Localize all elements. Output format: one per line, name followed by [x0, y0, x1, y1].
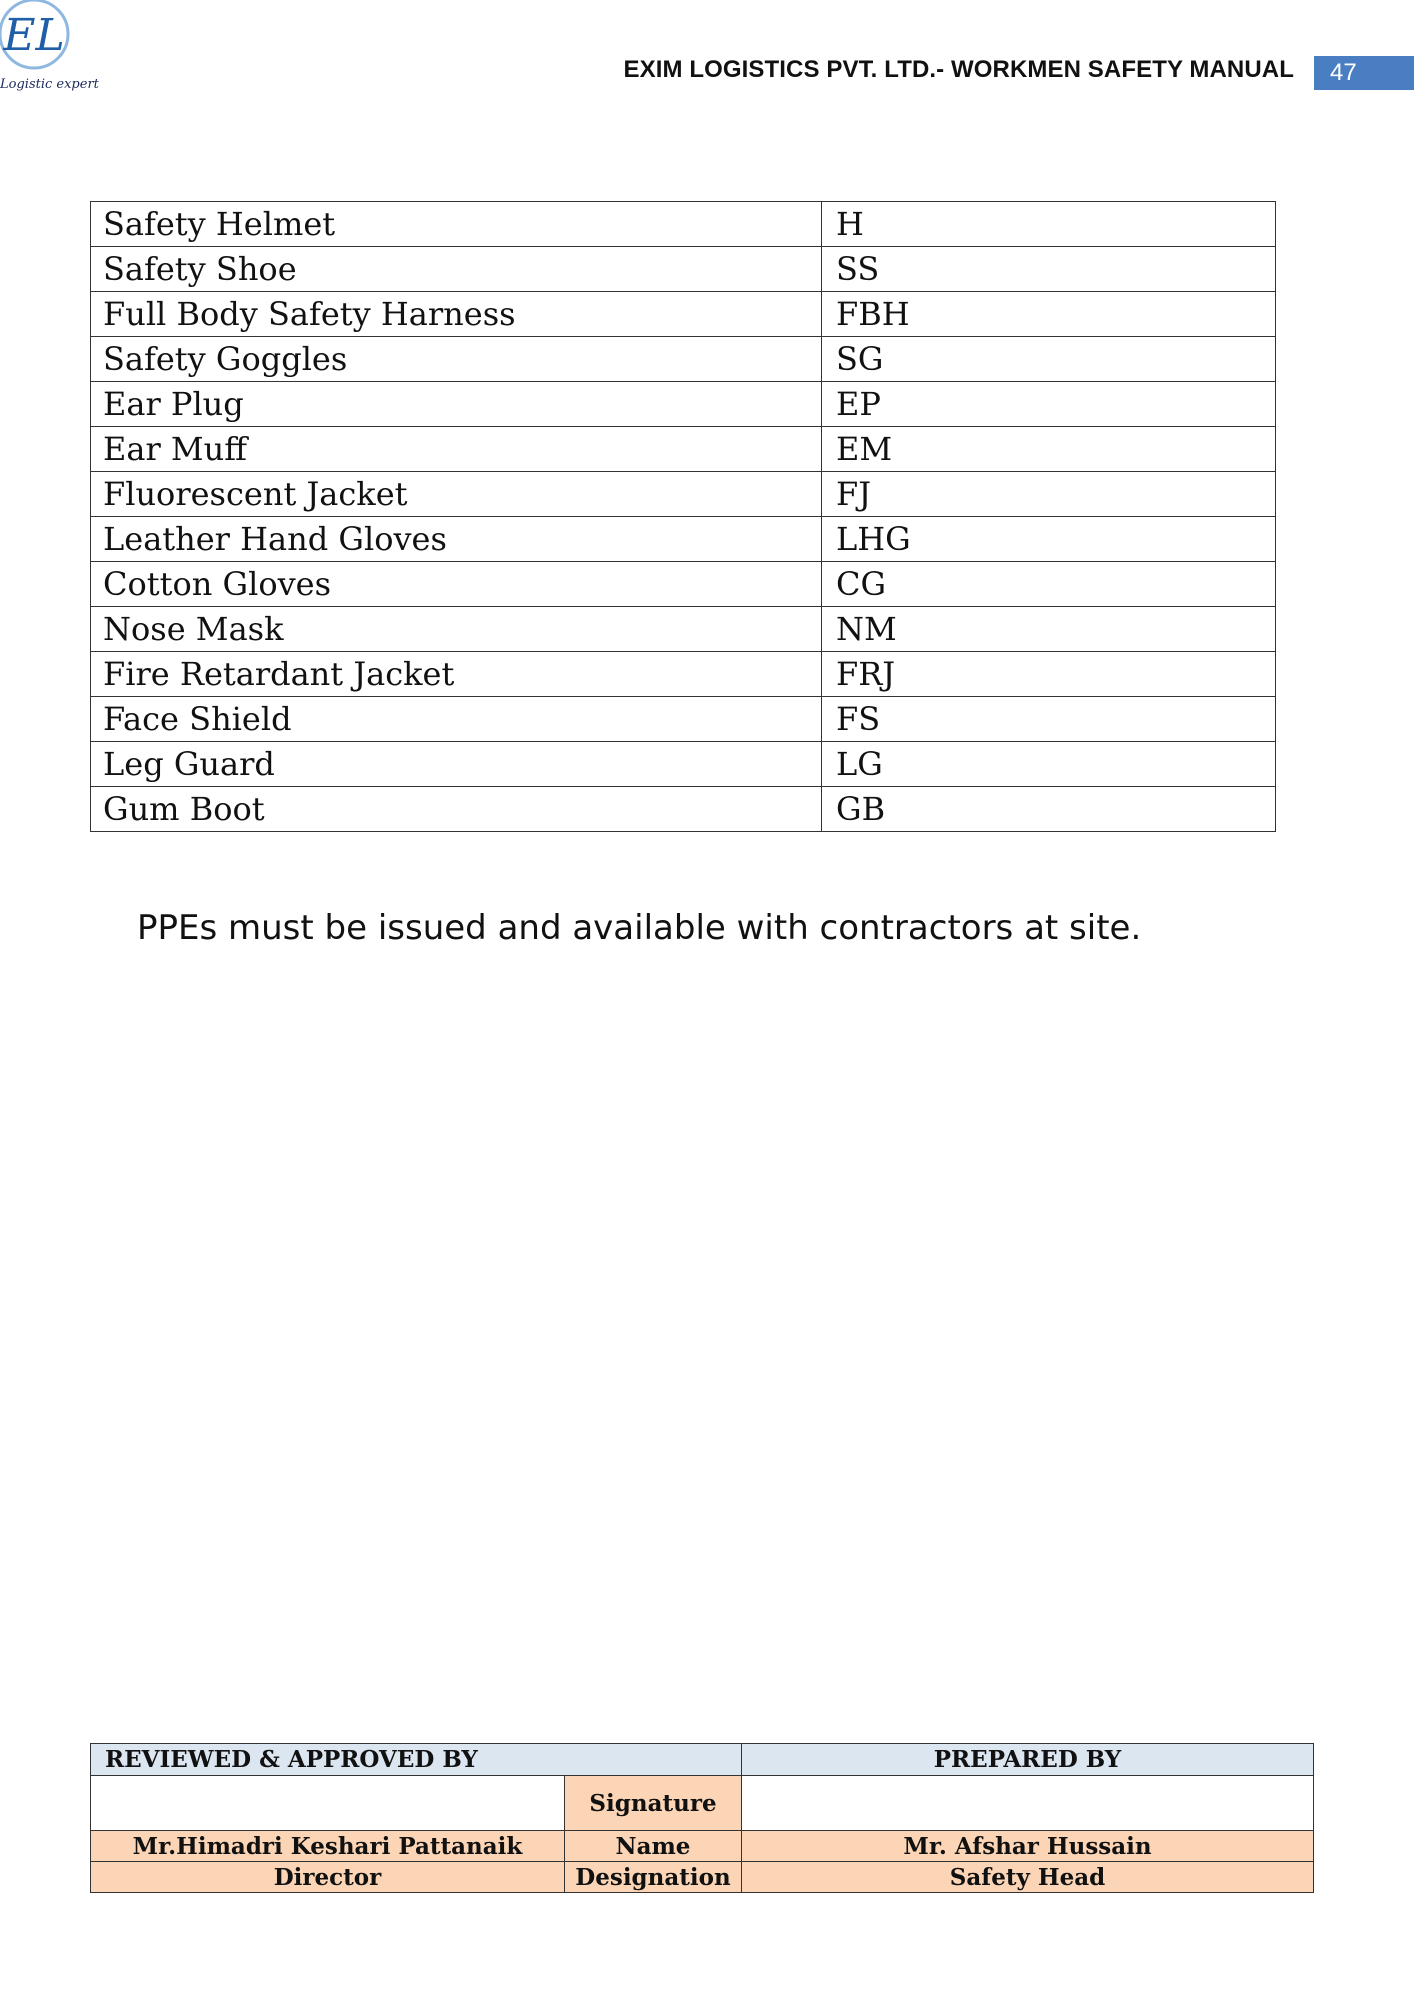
logo-emblem	[0, 0, 80, 80]
table-row	[91, 562, 1276, 607]
table-row	[91, 517, 1276, 562]
document-title: EXIM LOGISTICS PVT. LTD.- WORKMEN SAFETY MANUAL	[623, 56, 1294, 83]
signature-row	[91, 1776, 1314, 1831]
ppe-code: SS	[822, 247, 1276, 292]
ppe-name: Gum Boot	[91, 787, 822, 832]
table-row	[91, 697, 1276, 742]
table-row	[91, 652, 1276, 697]
preparer-signature-cell	[742, 1776, 1314, 1831]
ppe-name: Full Body Safety Harness	[91, 292, 822, 337]
ppe-code: FS	[822, 697, 1276, 742]
name-label: Name	[565, 1831, 742, 1862]
approval-table	[90, 1743, 1314, 1893]
table-row	[91, 472, 1276, 517]
ppe-code: SG	[822, 337, 1276, 382]
ppe-name: Safety Goggles	[91, 337, 822, 382]
table-row	[91, 382, 1276, 427]
designation-label: Designation	[565, 1862, 742, 1893]
logo-tagline: Logistic expert	[0, 77, 99, 92]
ppe-code: FJ	[822, 472, 1276, 517]
signature-label: Signature	[565, 1776, 742, 1831]
ppe-code: GB	[822, 787, 1276, 832]
preparer-designation: Safety Head	[742, 1862, 1314, 1893]
ppe-name: Cotton Gloves	[91, 562, 822, 607]
ppe-name: Safety Shoe	[91, 247, 822, 292]
ppe-name: Leather Hand Gloves	[91, 517, 822, 562]
ppe-note: PPEs must be issued and available with contractors at site.	[137, 908, 1142, 948]
ppe-code: FBH	[822, 292, 1276, 337]
table-row	[91, 787, 1276, 832]
ppe-name: Leg Guard	[91, 742, 822, 787]
ppe-name: Ear Plug	[91, 382, 822, 427]
logo-monogram: EL	[3, 10, 65, 61]
ppe-code: FRJ	[822, 652, 1276, 697]
ppe-code: LG	[822, 742, 1276, 787]
reviewer-signature-cell	[91, 1776, 565, 1831]
ppe-name: Fire Retardant Jacket	[91, 652, 822, 697]
reviewer-designation: Director	[91, 1862, 565, 1893]
ppe-code: LHG	[822, 517, 1276, 562]
table-row	[91, 337, 1276, 382]
table-row	[91, 427, 1276, 472]
ppe-code: EP	[822, 382, 1276, 427]
ppe-table-body	[91, 202, 1276, 832]
ppe-name: Safety Helmet	[91, 202, 822, 247]
ppe-name: Nose Mask	[91, 607, 822, 652]
ppe-name: Ear Muff	[91, 427, 822, 472]
ppe-code: NM	[822, 607, 1276, 652]
name-row	[91, 1831, 1314, 1862]
table-row	[91, 202, 1276, 247]
reviewed-approved-heading: REVIEWED & APPROVED BY	[91, 1744, 742, 1776]
reviewer-name: Mr.Himadri Keshari Pattanaik	[91, 1831, 565, 1862]
ppe-code: H	[822, 202, 1276, 247]
table-row	[91, 247, 1276, 292]
ppe-code-table	[90, 201, 1276, 832]
designation-row	[91, 1862, 1314, 1893]
prepared-by-heading: PREPARED BY	[742, 1744, 1314, 1776]
ppe-code: EM	[822, 427, 1276, 472]
ppe-name: Fluorescent Jacket	[91, 472, 822, 517]
preparer-name: Mr. Afshar Hussain	[742, 1831, 1314, 1862]
page-number: 47	[1314, 56, 1414, 90]
ppe-code: CG	[822, 562, 1276, 607]
table-row	[91, 742, 1276, 787]
ppe-name: Face Shield	[91, 697, 822, 742]
table-row	[91, 607, 1276, 652]
table-row	[91, 292, 1276, 337]
approval-header-row	[91, 1744, 1314, 1776]
